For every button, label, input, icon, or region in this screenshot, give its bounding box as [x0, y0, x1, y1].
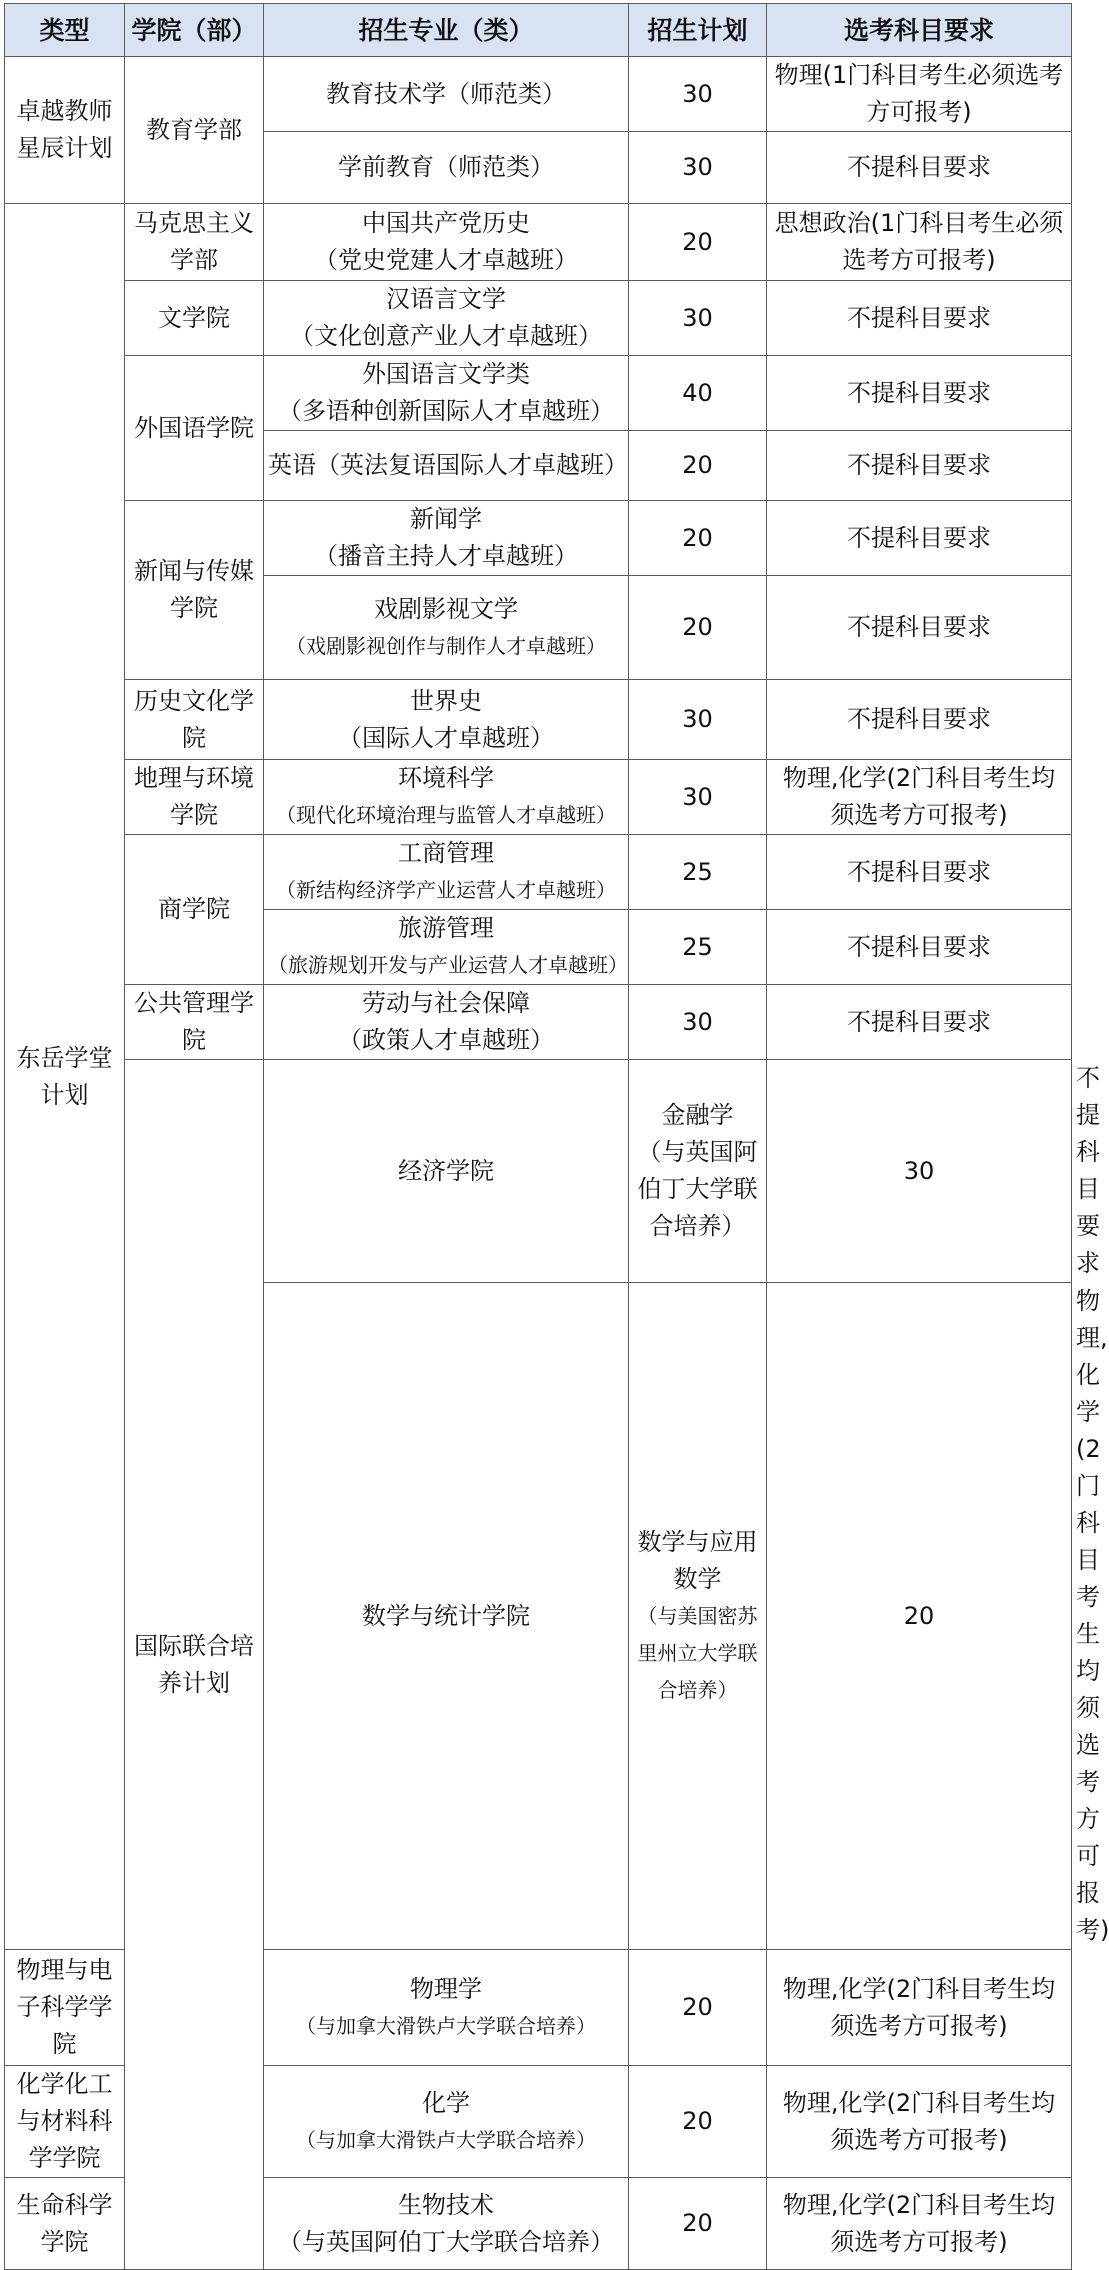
- major-program-note: （多语种创新国际人才卓越班）: [278, 397, 614, 425]
- plan-cell: 20: [629, 2178, 767, 2270]
- header-major: 招生专业（类）: [264, 4, 629, 57]
- table-row: [5, 204, 1072, 281]
- major-name: 外国语言文学类: [362, 360, 530, 388]
- major-cell: [264, 835, 629, 910]
- major-cell: [264, 281, 629, 356]
- major-program-note: （与加拿大滑铁卢大学联合培养）: [296, 2013, 596, 2038]
- major-name: 环境科学: [398, 764, 494, 792]
- table-row: [5, 501, 1072, 576]
- plan-cell: 20: [629, 204, 767, 281]
- college-cell: 商学院: [125, 835, 264, 985]
- plan-cell: 20: [629, 2066, 767, 2178]
- major-name: 世界史: [410, 686, 482, 715]
- major-name: 化学: [422, 2088, 470, 2117]
- plan-cell: 25: [629, 835, 767, 910]
- major-program-note: （新结构经济学产业运营人才卓越班）: [276, 878, 616, 902]
- college-cell: 马克思主义学部: [125, 204, 264, 281]
- table-body: [5, 57, 1109, 2270]
- major-name: 教育技术学（师范类）: [326, 79, 566, 108]
- major-cell: [264, 57, 629, 132]
- major-program-note: （旅游规划开发与产业运营人才卓越班）: [268, 953, 628, 977]
- requirement-cell: 不提科目要求: [767, 910, 1072, 985]
- table-row: [5, 57, 1072, 132]
- major-name: 学前教育（师范类）: [338, 153, 554, 181]
- major-name: 生物技术: [398, 2190, 494, 2219]
- category-cell: 卓越教师星辰计划: [5, 57, 125, 204]
- requirement-cell: 不提科目要求: [767, 576, 1072, 680]
- major-program-note: （与英国阿伯丁大学联合培养）: [637, 1138, 758, 1240]
- category-cell: 东岳学堂计划: [5, 204, 125, 1950]
- major-cell: [264, 680, 629, 760]
- major-cell: [629, 1060, 767, 1283]
- major-program-note: （文化创意产业人才卓越班）: [290, 322, 602, 350]
- major-cell: [264, 204, 629, 281]
- college-cell: 教育学部: [125, 57, 264, 204]
- major-program-note: （与加拿大滑铁卢大学联合培养）: [296, 2127, 596, 2152]
- college-cell: 数学与统计学院: [264, 1283, 629, 1950]
- major-cell: [264, 1950, 629, 2066]
- requirement-cell: 思想政治(1门科目考生必须选考方可报考): [767, 204, 1072, 281]
- major-cell: [264, 132, 629, 204]
- header-requirement: 选考科目要求: [767, 4, 1072, 57]
- major-name: 英语（英法复语国际人才卓越班）: [268, 451, 628, 479]
- table-row: [5, 985, 1072, 1060]
- requirement-cell: 物理,化学(2门科目考生均须选考方可报考): [767, 2178, 1072, 2270]
- major-program-note: （现代化环境治理与监管人才卓越班）: [276, 803, 616, 827]
- major-name: 新闻学: [410, 505, 482, 533]
- header-row: [5, 4, 1072, 57]
- major-program-note: （播音主持人才卓越班）: [314, 542, 578, 570]
- admissions-table: [4, 3, 1109, 2270]
- requirement-cell: 物理,化学(2门科目考生均须选考方可报考): [767, 1950, 1072, 2066]
- plan-cell: 25: [629, 910, 767, 985]
- plan-cell: 20: [767, 1283, 1072, 1950]
- header-plan: 招生计划: [629, 4, 767, 57]
- requirement-cell: 不提科目要求: [767, 985, 1072, 1060]
- plan-cell: 30: [629, 985, 767, 1060]
- college-cell: 生命科学学院: [5, 2178, 125, 2270]
- college-cell: 外国语学院: [125, 356, 264, 501]
- major-program-note: （与美国密苏里州立大学联合培养）: [637, 1603, 758, 1702]
- major-cell: [264, 501, 629, 576]
- plan-cell: 30: [629, 57, 767, 132]
- header-college: 学院（部）: [125, 4, 264, 57]
- major-cell: [264, 356, 629, 431]
- plan-cell: 30: [629, 760, 767, 835]
- major-cell: [264, 760, 629, 835]
- requirement-cell: 不提科目要求: [767, 431, 1072, 501]
- requirement-cell: 不提科目要求: [767, 680, 1072, 760]
- requirement-cell: 物理,化学(2门科目考生均须选考方可报考): [767, 760, 1072, 835]
- table-row: [5, 680, 1072, 760]
- plan-cell: 30: [629, 281, 767, 356]
- major-cell: [264, 431, 629, 501]
- major-name: 中国共产党历史: [362, 209, 530, 237]
- college-cell: 新闻与传媒学院: [125, 501, 264, 680]
- plan-cell: 40: [629, 356, 767, 431]
- major-program-note: （与英国阿伯丁大学联合培养）: [278, 2227, 614, 2256]
- plan-cell: 20: [629, 576, 767, 680]
- major-cell: [629, 1283, 767, 1950]
- requirement-cell: 不提科目要求: [767, 501, 1072, 576]
- requirement-cell: 物理(1门科目考生必须选考方可报考): [767, 57, 1072, 132]
- major-name: 汉语言文学: [386, 285, 506, 313]
- major-name: 劳动与社会保障: [362, 989, 530, 1017]
- table-row: [5, 281, 1072, 356]
- major-cell: [264, 910, 629, 985]
- major-name: 旅游管理: [398, 914, 494, 942]
- requirement-cell: 不提科目要求: [767, 356, 1072, 431]
- college-cell: 历史文化学院: [125, 680, 264, 760]
- category-cell: 国际联合培养计划: [125, 1060, 264, 2270]
- table-row: 数学与统计学院 数学与应用数学 （与美国密苏里州立大学联合培养） 20 物理,化学(2门科目考生均须选考方可报考): [5, 1283, 1072, 1950]
- requirement-cell: 不提科目要求: [767, 835, 1072, 910]
- major-name: 戏剧影视文学: [374, 594, 518, 623]
- plan-cell: 30: [629, 680, 767, 760]
- table-row: [5, 760, 1072, 835]
- college-cell: 地理与环境学院: [125, 760, 264, 835]
- plan-cell: 30: [767, 1060, 1072, 1283]
- table-row: 国际联合培养计划 经济学院 金融学 （与英国阿伯丁大学联合培养） 30 不提科目要求: [5, 1060, 1072, 1283]
- college-cell: 经济学院: [264, 1060, 629, 1283]
- college-cell: 物理与电子科学学院: [5, 1950, 125, 2066]
- college-cell: 文学院: [125, 281, 264, 356]
- major-program-note: （国际人才卓越班）: [338, 723, 554, 752]
- college-cell: 公共管理学院: [125, 985, 264, 1060]
- major-cell: [264, 576, 629, 680]
- major-name: 工商管理: [398, 839, 494, 867]
- major-name: 金融学: [661, 1101, 734, 1129]
- major-cell: [264, 2066, 629, 2178]
- table-row: [5, 835, 1072, 910]
- plan-cell: 20: [629, 431, 767, 501]
- table-row: [5, 356, 1072, 431]
- header-category: 类型: [5, 4, 125, 57]
- plan-cell: 20: [629, 501, 767, 576]
- college-cell: 化学化工与材料科学学院: [5, 2066, 125, 2178]
- major-cell: [264, 985, 629, 1060]
- major-cell: [264, 2178, 629, 2270]
- plan-cell: 20: [629, 1950, 767, 2066]
- major-program-note: （政策人才卓越班）: [338, 1026, 554, 1054]
- major-program-note: （党史党建人才卓越班）: [314, 246, 578, 274]
- requirement-cell: 物理,化学(2门科目考生均须选考方可报考): [767, 2066, 1072, 2178]
- major-program-note: （戏剧影视创作与制作人才卓越班）: [286, 633, 606, 658]
- requirement-cell: 不提科目要求: [767, 132, 1072, 204]
- plan-cell: 30: [629, 132, 767, 204]
- major-name: 物理学: [410, 1974, 482, 2003]
- requirement-cell: 不提科目要求: [767, 281, 1072, 356]
- major-name: 数学与应用数学: [637, 1527, 758, 1593]
